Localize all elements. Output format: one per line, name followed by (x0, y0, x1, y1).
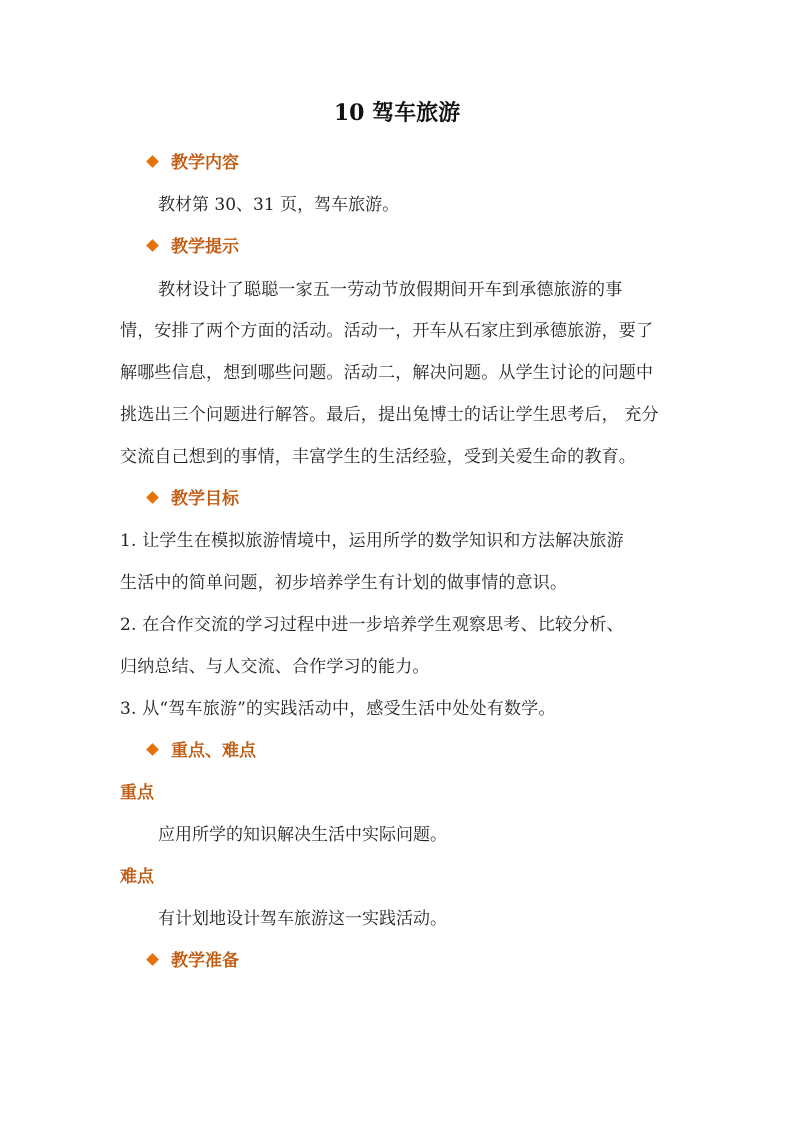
key-label: 重点 (120, 783, 154, 803)
diamond-bullet-icon (146, 491, 159, 504)
hint-line: 情，安排了两个方面的活动。活动一，开车从石家庄到承德旅游，要了 (120, 321, 654, 341)
page-title: 10 驾车旅游 (333, 100, 461, 126)
section-heading-key: 重点、难点 (148, 736, 708, 766)
content-text: 教材第 30、31 页，驾车旅游。 (158, 195, 400, 215)
diamond-bullet-icon (146, 155, 159, 168)
section-heading-prep: 教学准备 (148, 946, 708, 976)
diamond-bullet-icon (146, 743, 159, 756)
key-text: 应用所学的知识解决生活中实际问题。 (158, 825, 447, 845)
diamond-bullet-icon (146, 239, 159, 252)
section-heading-content: 教学内容 (148, 148, 708, 178)
hint-line: 挑选出三个问题进行解答。最后，提出兔博士的话让学生思考后， 充分 (120, 405, 659, 425)
goal-line: 3. 从“驾车旅游”的实践活动中，感受生活中处处有数学。 (120, 699, 556, 719)
goal-line: 生活中的简单问题，初步培养学生有计划的做事情的意识。 (120, 573, 568, 593)
diamond-bullet-icon (146, 953, 159, 966)
hard-text: 有计划地设计驾车旅游这一实践活动。 (158, 909, 447, 929)
goal-line: 2. 在合作交流的学习过程中进一步培养学生观察思考、比较分析、 (120, 615, 624, 635)
hard-label: 难点 (120, 867, 154, 887)
hint-line: 教材设计了聪聪一家五一劳动节放假期间开车到承德旅游的事 (158, 280, 623, 300)
hint-line: 解哪些信息，想到哪些问题。活动二，解决问题。从学生讨论的问题中 (120, 363, 654, 383)
goal-line: 1. 让学生在模拟旅游情境中，运用所学的数学知识和方法解决旅游 (120, 531, 624, 551)
goal-line: 归纳总结、与人交流、合作学习的能力。 (120, 657, 430, 677)
hint-line: 交流自己想到的事情，丰富学生的生活经验，受到关爱生命的教育。 (120, 447, 636, 467)
section-heading-goals: 教学目标 (148, 484, 708, 514)
section-heading-hint: 教学提示 (148, 232, 708, 262)
